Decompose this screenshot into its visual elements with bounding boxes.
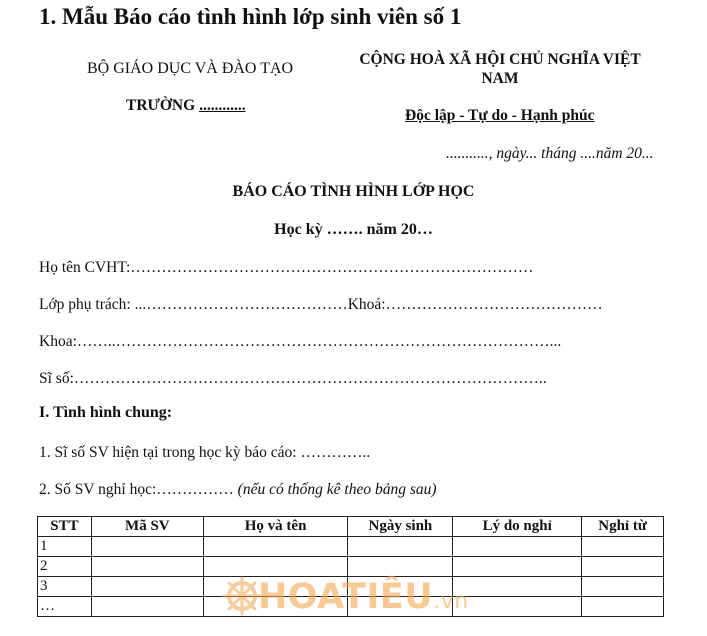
- table-cell: [582, 597, 664, 617]
- table-cell: [91, 577, 203, 597]
- nation-title: CỘNG HOÀ XÃ HỘI CHỦ NGHĨA VIỆT NAM: [359, 51, 641, 87]
- advisor-field: Họ tên CVHT:……………………………………………………………………: [39, 259, 534, 276]
- report-title: BÁO CÁO TÌNH HÌNH LỚP HỌC: [232, 183, 475, 200]
- row-number: …: [38, 597, 92, 617]
- ship-wheel-icon: [222, 576, 262, 621]
- table-cell: [348, 537, 453, 557]
- class-field: Lớp phụ trách: ...…………………………………Khoá:……………………………………: [39, 296, 603, 313]
- table-cell: [453, 557, 582, 577]
- table-header-row: [38, 517, 664, 537]
- dropout-item-note: (nếu có thống kê theo bảng sau): [237, 481, 437, 498]
- header-reason: Lý do nghỉ: [453, 517, 582, 537]
- school-line: [126, 97, 246, 115]
- row-number: 2: [38, 557, 92, 577]
- watermark-brand: HOATIÊU: [258, 577, 434, 617]
- header-stt: STT: [38, 517, 92, 537]
- header-student-id: Mã SV: [91, 517, 203, 537]
- header-leave-from: Nghỉ từ: [582, 517, 664, 537]
- semester-line: Học kỳ ……. năm 20…: [274, 221, 433, 238]
- table-cell: [203, 557, 348, 577]
- dropout-item-text: 2. Số SV nghỉ học:……………: [39, 481, 238, 498]
- watermark-suffix: .vn: [433, 589, 469, 614]
- table-cell: [582, 577, 664, 597]
- table-cell: [453, 597, 582, 617]
- table-cell: [91, 537, 203, 557]
- national-motto: Độc lập - Tự do - Hạnh phúc: [405, 107, 595, 124]
- dropout-item: [39, 481, 437, 499]
- table-cell: [582, 537, 664, 557]
- table-cell: [203, 537, 348, 557]
- table-row: [38, 537, 664, 557]
- school-dots: ............: [199, 97, 246, 114]
- header-full-name: Họ và tên: [203, 517, 348, 537]
- total-students-field: Sĩ số:………………………………………………………………………………..: [39, 370, 547, 387]
- date-line: ..........., ngày... tháng ....năm 20...: [446, 145, 654, 162]
- row-number: 1: [38, 537, 92, 557]
- header-birth-date: Ngày sinh: [348, 517, 453, 537]
- table-row: [38, 557, 664, 577]
- section-heading: I. Tình hình chung:: [39, 404, 173, 421]
- table-cell: [91, 597, 203, 617]
- document-heading: 1. Mẫu Báo cáo tình hình lớp sinh viên số 1: [39, 4, 462, 29]
- table-cell: [348, 557, 453, 577]
- faculty-field: Khoa:……..…………………………………………………………………………...: [39, 333, 562, 350]
- table-cell: [453, 537, 582, 557]
- school-label: TRƯỜNG: [126, 97, 200, 114]
- ministry-name: BỘ GIÁO DỤC VÀ ĐÀO TẠO: [87, 60, 294, 77]
- table-cell: [453, 577, 582, 597]
- table-cell: [582, 557, 664, 577]
- row-number: 3: [38, 577, 92, 597]
- watermark-logo: [258, 577, 469, 617]
- current-count-item: 1. Sĩ số SV hiện tại trong học kỳ báo cáo: …………..: [39, 444, 371, 461]
- table-cell: [91, 557, 203, 577]
